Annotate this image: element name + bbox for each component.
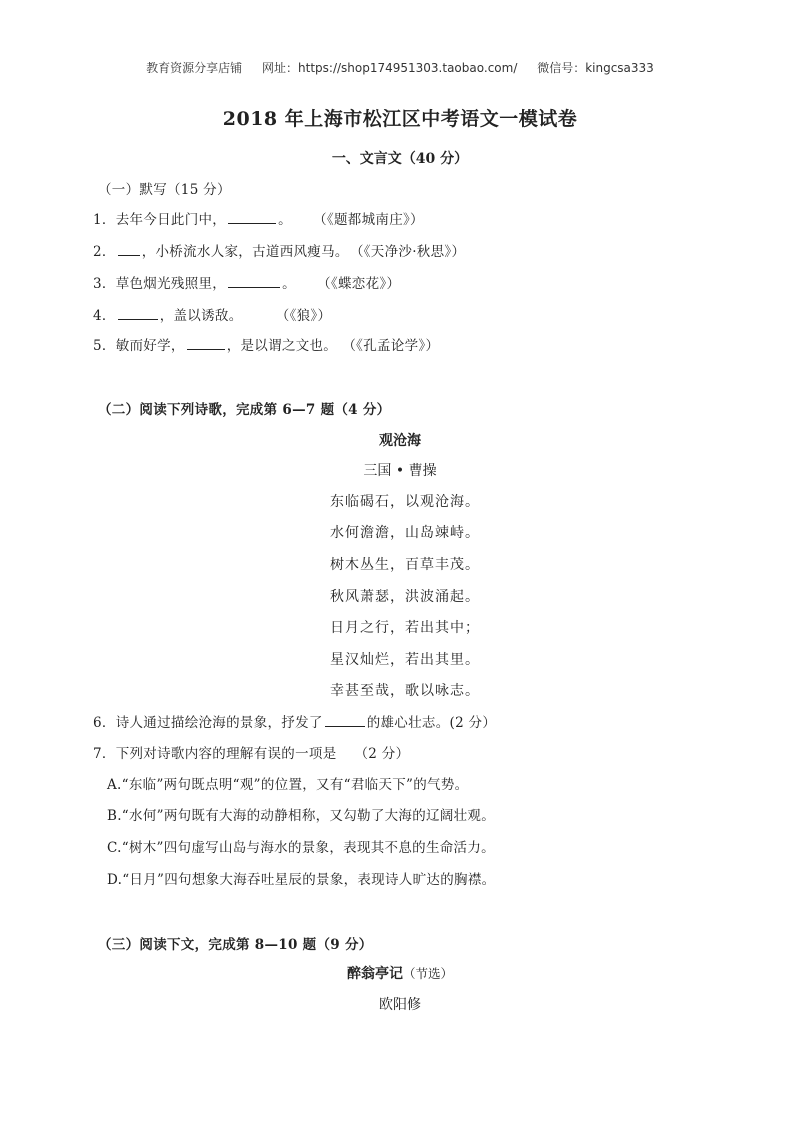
- answer-blank: [325, 712, 365, 727]
- option-c: C.“树木”四句虚写山岛与海水的景象，表现其不息的生命活力。: [107, 840, 495, 856]
- poem-line: 东临碣石，以观沧海。: [330, 494, 480, 510]
- answer-blank: [187, 335, 225, 350]
- question-2: 2． ，小桥流水人家，古道西风瘦马。 （《天净沙·秋思》）: [93, 240, 465, 260]
- answer-blank: [118, 305, 158, 320]
- option-b: B.“水何”两句既有大海的动静相称，又勾勒了大海的辽阔壮观。: [107, 808, 496, 824]
- question-7: 7．下列对诗歌内容的理解有误的一项是 （2 分）: [93, 746, 410, 762]
- page-header: [0, 59, 800, 76]
- part-2-heading: （二）阅读下列诗歌，完成第 6—7 题（4 分）: [98, 402, 391, 418]
- exam-title: 2018 年上海市松江区中考语文一模试卷: [222, 108, 578, 130]
- shop-url: 网址：https://shop174951303.taobao.com/: [262, 61, 518, 75]
- option-a: A.“东临”两句既点明“观”的位置，又有“君临天下”的气势。: [107, 777, 469, 793]
- answer-blank: [228, 209, 276, 224]
- poem-author: 三国 • 曹操: [363, 463, 437, 479]
- section-1-title: 一、文言文（40 分）: [331, 151, 469, 167]
- part-1-heading: （一）默写（15 分）: [98, 182, 231, 198]
- shop-name: 教育资源分享店铺: [146, 61, 243, 75]
- option-d: D.“日月”四句想象大海吞吐星辰的景象，表现诗人旷达的胸襟。: [107, 872, 496, 888]
- question-4: 4． ，盖以诱敌。 （《狼》）: [93, 304, 331, 324]
- wechat-id: 微信号：kingcsa333: [537, 61, 654, 75]
- question-3: 3．草色烟光残照里， 。 （《蝶恋花》）: [93, 272, 400, 292]
- part-3-heading: （三）阅读下文，完成第 8—10 题（9 分）: [98, 937, 373, 953]
- text-author: 欧阳修: [379, 997, 421, 1013]
- poem-line: 水何澹澹，山岛竦峙。: [330, 525, 480, 541]
- question-1: 1．去年今日此门中， 。 （《题都城南庄》）: [93, 208, 424, 228]
- poem-title: 观沧海: [379, 433, 421, 449]
- question-5: 5．敏而好学， ，是以谓之文也。 （《孔孟论学》）: [93, 334, 439, 354]
- poem-line: 星汉灿烂，若出其里。: [330, 652, 480, 668]
- answer-blank: [118, 241, 140, 256]
- poem-line: 日月之行，若出其中；: [330, 620, 480, 636]
- poem-line: 树木丛生，百草丰茂。: [330, 557, 480, 573]
- answer-blank: [228, 273, 280, 288]
- poem-line: 幸甚至哉，歌以咏志。: [330, 683, 480, 699]
- text-title: 醉翁亭记（节选）: [346, 966, 453, 982]
- question-6: 6．诗人通过描绘沧海的景象，抒发了 的雄心壮志。(2 分）: [93, 711, 496, 731]
- poem-line: 秋风萧瑟，洪波涌起。: [330, 589, 480, 605]
